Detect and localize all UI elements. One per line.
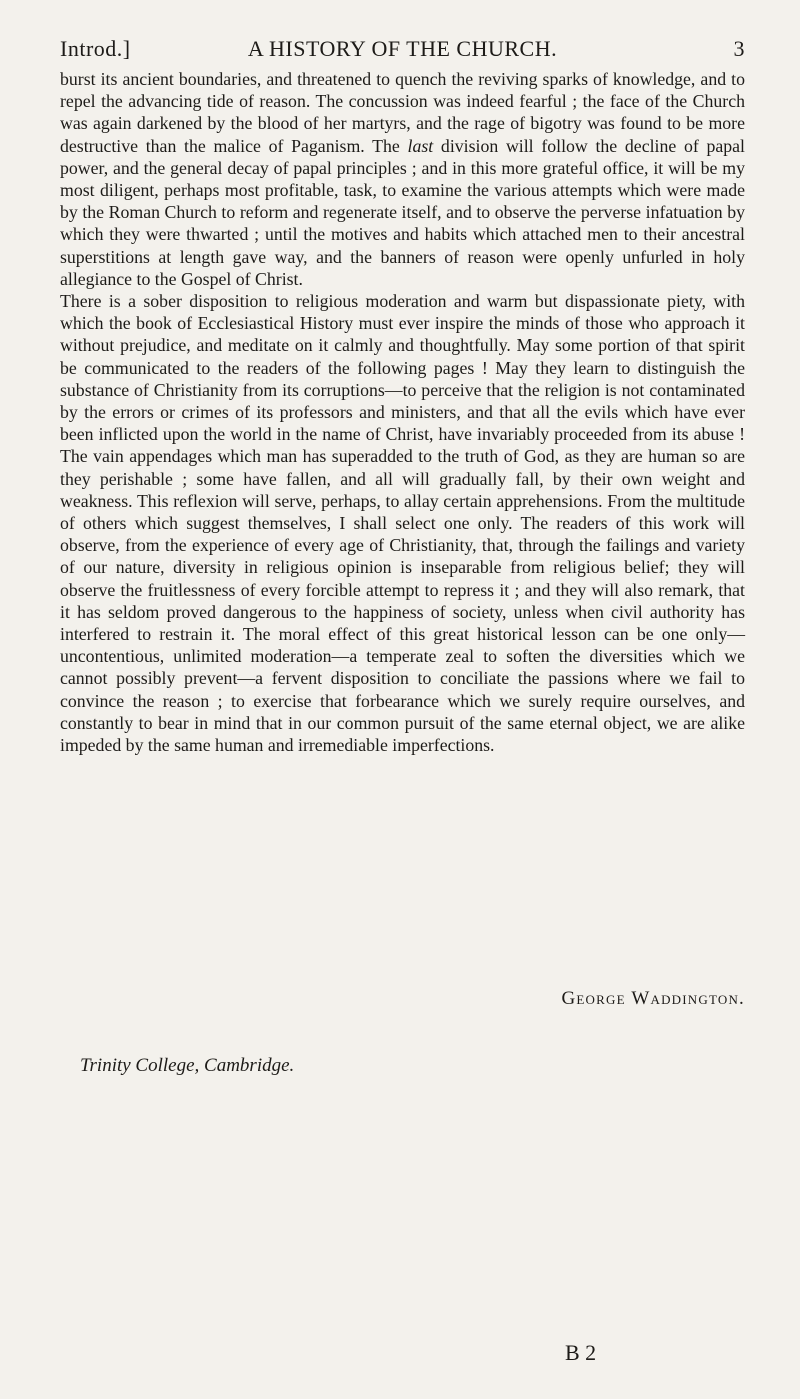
page-number: 3 bbox=[733, 36, 745, 61]
running-title: A HISTORY OF THE CHURCH. bbox=[247, 36, 558, 61]
paragraph-1-after: division will follow the decline of papal power, and the general decay of papal principles ; and in this more grateful office, it will be my most diligent, perhaps most profitable, task, to examine the various attempts which were made by the Roman Church to reform and regenerate itself, and to observe the perverse infatuation by which they were thwarted ; until the motives and habits which attached men to their ancestral superstitions at length gave way, and the banners of reason were openly unfurled in holy allegiance to the Gospel of Christ. bbox=[60, 135, 746, 289]
body-text bbox=[60, 68, 745, 756]
section-label: Introd.] bbox=[60, 36, 131, 61]
emphasis-last: last bbox=[407, 135, 434, 156]
running-head bbox=[60, 36, 745, 66]
paragraph-2: There is a sober disposition to religious moderation and warm but dispassionate piety, with which the book of Ecclesiastical History must ever inspire the minds of those who approach it without prejudice, and meditate on it calmly and thoughtfully. May some portion of that spirit be communicated to the readers of the following pages ! May they learn to distinguish the substance of Christianity from its corruptions—to perceive that the religion is not contaminated by the errors or crimes of its professors and ministers, and that all the evils which have ever been inflicted upon the world in the name of Christ, have invariably proceeded from its abuse ! The vain appendages which man has superadded to the truth of God, as they are human so are they perishable ; some have fallen, and all will gradually fall, by their own weight and weakness. This reflexion will serve, perhaps, to allay certain apprehensions. From the multitude of others which suggest themselves, I shall select one only. The readers of this work will observe, from the experience of every age of Christianity, that, through the failings and variety of our nature, diversity in religious opinion is inseparable from religious belief; they will observe the fruitlessness of every forcible attempt to repress it ; and they will also remark, that it has seldom proved dangerous to the happiness of society, unless when civil authority has interfered to restrain it. The moral effect of this great historical lesson can be one only—uncontentious, unlimited moderation—a temperate zeal to soften the diversities which we cannot possibly prevent—a fervent disposition to conciliate the passions where we fail to convince the reason ; to exercise that forbearance which we surely require ourselves, and constantly to bear in mind that in our common pursuit of the same eternal object, we are alike impeded by the same human and irremediable imperfections. bbox=[60, 291, 745, 756]
paragraph-1 bbox=[60, 68, 745, 290]
place-line: Trinity College, Cambridge. bbox=[80, 1055, 295, 1076]
paragraph-1-before: burst its ancient boundaries, and threatened to quench the reviving sparks of knowledge, and to repel the advancing tide of reason. The concussion was indeed fearful ; the face of the Church was again darkened by the blood of her martyrs, and the rage of bigotry was found to be more destructive than the malice of Paganism. The bbox=[60, 69, 745, 156]
signature-mark: B 2 bbox=[565, 1340, 597, 1365]
author-signature: George Waddington. bbox=[561, 988, 745, 1009]
